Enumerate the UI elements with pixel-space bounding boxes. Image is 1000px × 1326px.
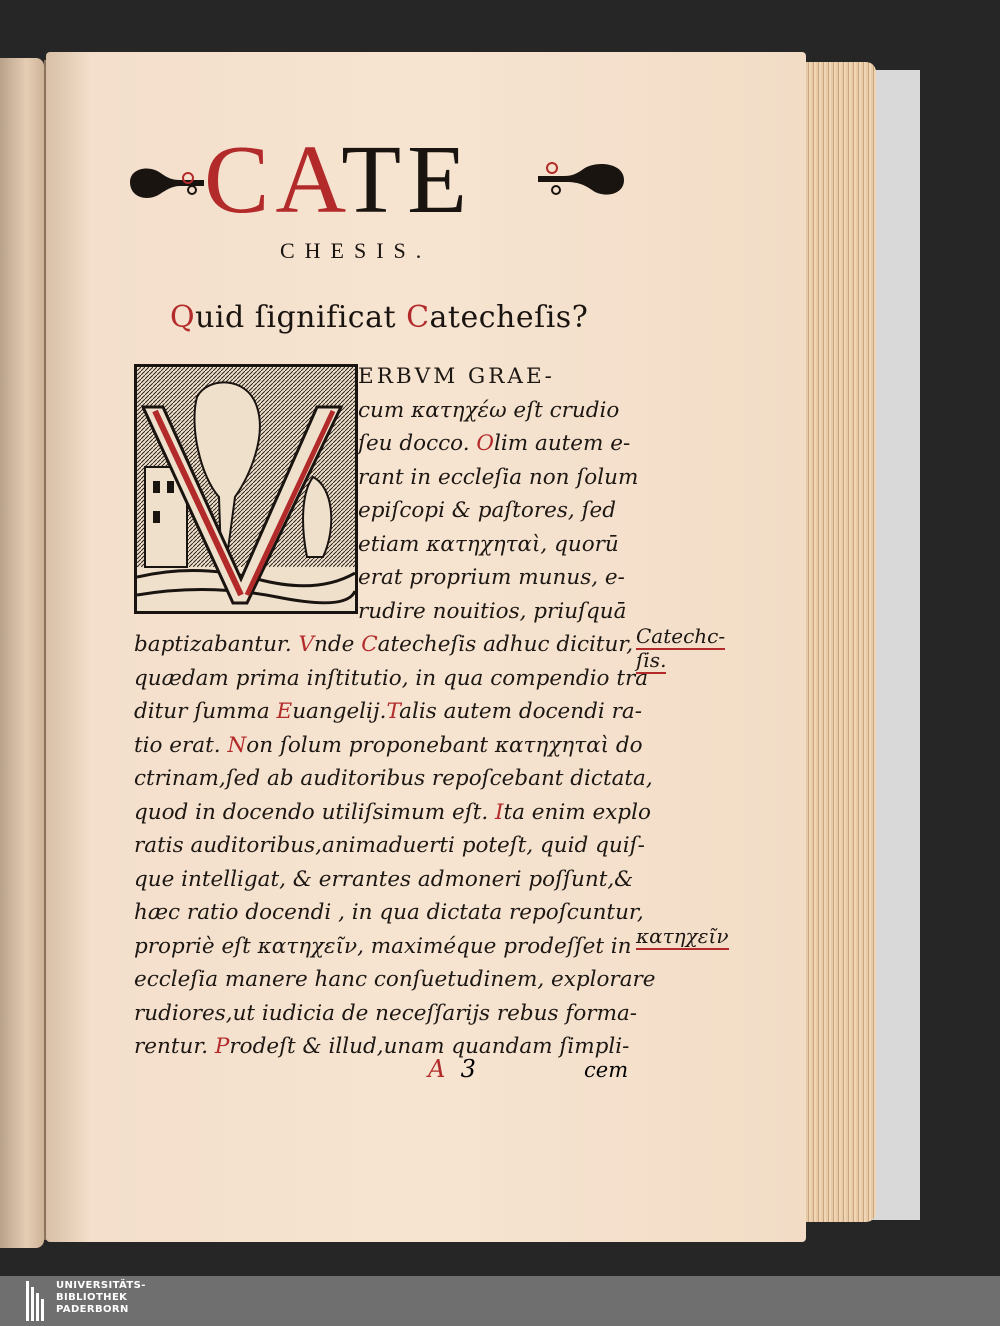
text-line xyxy=(134,930,634,964)
text-run: rodeſt & illud,unam quandam ſimpli- xyxy=(229,1034,630,1059)
subtitle-chesis: CHESIS. xyxy=(280,238,432,263)
title-letter: T xyxy=(341,126,408,234)
text-run: nde xyxy=(314,632,362,657)
title-row xyxy=(126,126,636,234)
catchword: cem xyxy=(584,1058,629,1082)
text-run: lim autem e- xyxy=(494,431,631,456)
margin-note-katechein xyxy=(636,924,729,948)
rubricated-initial: C xyxy=(361,632,378,657)
text-run: uangelij. xyxy=(292,699,387,724)
text-line xyxy=(134,762,653,796)
question-text-1: uid ſignificat xyxy=(195,300,407,335)
library-logo-text xyxy=(56,1280,176,1316)
text-line xyxy=(134,394,634,428)
text-line xyxy=(134,360,634,394)
text-line xyxy=(134,461,639,495)
margin-note-catechesis-line1: Catechc- xyxy=(636,624,726,648)
text-run: propriè eſt κατηχεῖν, maximéque prodeſſet in xyxy=(134,933,632,959)
margin-note-katechein-text: κατηχεῖν xyxy=(636,924,729,948)
rubricated-initial: O xyxy=(476,431,495,456)
margin-note-catechesis-line2: ſis. xyxy=(636,648,667,672)
text-line xyxy=(134,863,634,897)
logo-line-2: BIBLIOTHEK xyxy=(56,1292,128,1303)
text-line xyxy=(134,997,638,1031)
question-text-2: atecheſis? xyxy=(429,300,589,335)
question-heading xyxy=(170,300,588,335)
rubricated-initial: V xyxy=(298,632,315,657)
text-run: hæc ratio docendi , in qua dictata repoſcuntur, xyxy=(134,900,644,925)
question-initial-c: C xyxy=(406,300,430,335)
signature-mark xyxy=(428,1055,476,1083)
title-letter: A xyxy=(275,126,342,234)
margin-note-catechesis xyxy=(636,624,725,672)
text-line xyxy=(134,662,649,696)
signature-letter: A xyxy=(428,1055,446,1083)
text-line xyxy=(134,896,644,930)
text-run: rentur. xyxy=(134,1034,215,1059)
text-run: que intelligat, & errantes admoneri poſſunt,& xyxy=(134,866,634,892)
rubricated-initial: I xyxy=(495,799,504,825)
text-run: epiſcopi & paſtores, ſed xyxy=(358,498,617,523)
text-line xyxy=(134,1030,634,1064)
text-line xyxy=(134,695,642,729)
text-run: on ſolum proponebant κατηχηταὶ do xyxy=(246,732,643,758)
text-run: rudiores,ut iudicia de neceſſarijs rebus forma- xyxy=(134,1000,638,1026)
text-line xyxy=(134,963,656,997)
text-run: baptizabantur. xyxy=(134,632,299,657)
logo-line-1: UNIVERSITÄTS- xyxy=(56,1280,146,1291)
text-line xyxy=(134,796,651,830)
question-initial-q: Q xyxy=(170,300,196,335)
signature-number: 3 xyxy=(460,1055,476,1083)
text-run: quædam prima inſtitutio, in qua compendio tra xyxy=(134,665,649,691)
text-run: - xyxy=(544,364,552,389)
left-page-edge xyxy=(0,58,44,1248)
text-line xyxy=(134,494,634,528)
text-line xyxy=(134,829,645,863)
text-run: atecheſis adhuc dicitur, xyxy=(377,632,634,657)
text-run: etiam κατηχηταὶ, quorū xyxy=(358,531,619,557)
text-run: alis autem docendi ra- xyxy=(399,699,642,724)
text-run: rant in eccleſia non ſolum xyxy=(358,464,639,490)
title-letter: E xyxy=(407,126,474,234)
text-run: cum κατηχέω eſt crudio xyxy=(358,397,620,423)
left-fleuron-ornament xyxy=(126,160,206,204)
text-run: ratis auditoribus,animaduerti poteſt, quid quiſ- xyxy=(134,833,645,858)
text-line xyxy=(134,628,634,662)
body-text-block xyxy=(134,360,656,1064)
text-run: quod in docendo utiliſsimum eſt. xyxy=(134,799,495,825)
text-run: ERBVM GRAE xyxy=(358,364,545,389)
text-line xyxy=(134,729,643,763)
library-logo-icon xyxy=(26,1281,48,1321)
text-line xyxy=(134,595,634,629)
rubricated-initial: E xyxy=(276,699,293,724)
right-fleuron-ornament xyxy=(536,152,628,202)
title-catechesis xyxy=(204,126,474,234)
title-letter: C xyxy=(204,126,276,234)
text-run: erat proprium munus, e- xyxy=(358,565,625,590)
text-run: ta enim explo xyxy=(503,799,651,825)
rubricated-initial: P xyxy=(214,1034,230,1059)
text-run: ſeu docco. xyxy=(358,431,477,456)
text-line xyxy=(134,427,634,461)
rubricated-initial: T xyxy=(386,699,400,724)
text-line xyxy=(134,528,634,562)
text-run: eccleſia manere hanc conſuetudinem, explorare xyxy=(134,967,656,992)
text-run: ctrinam,ſed ab auditoribus repoſcebant dictata, xyxy=(134,766,653,791)
text-run: ditur ſumma xyxy=(134,699,277,724)
text-run: rudire nouitios, priuſquā xyxy=(358,598,627,624)
logo-line-3: PADERBORN xyxy=(56,1304,129,1315)
rubricated-initial: N xyxy=(227,732,247,758)
text-line xyxy=(134,561,634,595)
text-run: tio erat. xyxy=(134,732,228,758)
